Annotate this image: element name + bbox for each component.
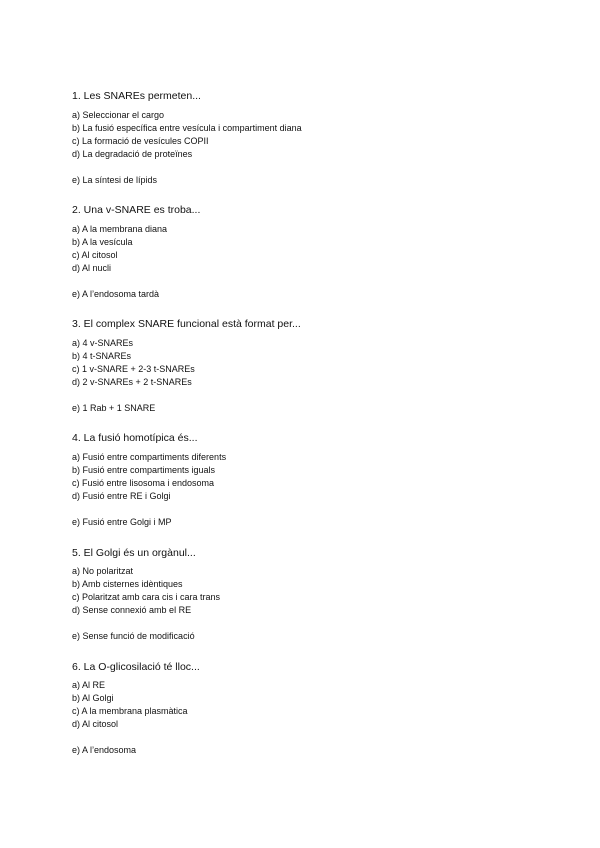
question-1-option-d: d) La degradació de proteïnes <box>72 149 193 159</box>
question-2-option-e: e) A l’endosoma tardà <box>72 289 160 299</box>
question-3-option-e: e) 1 Rab + 1 SNARE <box>72 403 156 413</box>
question-5-title: 5. El Golgi és un orgànul... <box>72 547 196 559</box>
question-6-option-b: b) Al Golgi <box>72 693 114 703</box>
question-4-option-d: d) Fusió entre RE i Golgi <box>72 491 171 501</box>
question-2-option-b: b) A la vesícula <box>72 237 133 247</box>
question-1-option-c: c) La formació de vesícules COPII <box>72 136 209 146</box>
question-6-title: 6. La O-glicosilació té lloc... <box>72 661 200 673</box>
question-4-option-a: a) Fusió entre compartiments diferents <box>72 452 227 462</box>
question-5-option-a: a) No polaritzat <box>72 566 134 576</box>
question-5-option-c: c) Polaritzat amb cara cis i cara trans <box>72 592 221 602</box>
question-2-option-a: a) A la membrana diana <box>72 224 168 234</box>
question-1-title: 1. Les SNAREs permeten... <box>72 90 201 102</box>
question-3-option-d: d) 2 v-SNAREs + 2 t-SNAREs <box>72 377 192 387</box>
question-4-title: 4. La fusió homotípica és... <box>72 432 198 444</box>
question-2-title: 2. Una v-SNARE es troba... <box>72 204 201 216</box>
question-6-option-e: e) A l’endosoma <box>72 745 137 755</box>
question-4-option-c: c) Fusió entre lisosoma i endosoma <box>72 478 215 488</box>
question-2-option-c: c) Al citosol <box>72 250 118 260</box>
question-1-option-b: b) La fusió específica entre vesícula i compartiment diana <box>72 123 302 133</box>
question-4-option-b: b) Fusió entre compartiments iguals <box>72 465 216 475</box>
question-3-option-c: c) 1 v-SNARE + 2-3 t-SNAREs <box>72 364 195 374</box>
question-1-option-a: a) Seleccionar el cargo <box>72 110 165 120</box>
question-3-option-a: a) 4 v-SNAREs <box>72 338 134 348</box>
question-2-option-d: d) Al nucli <box>72 263 112 273</box>
question-5-option-e: e) Sense funció de modificació <box>72 631 195 641</box>
question-5-option-b: b) Amb cisternes idèntiques <box>72 579 183 589</box>
question-1-option-e: e) La síntesi de lípids <box>72 175 158 185</box>
question-3-option-b: b) 4 t-SNAREs <box>72 351 132 361</box>
question-6-option-c: c) A la membrana plasmàtica <box>72 706 188 716</box>
question-6-option-d: d) Al citosol <box>72 719 119 729</box>
question-4-option-e: e) Fusió entre Golgi i MP <box>72 517 172 527</box>
question-5-option-d: d) Sense connexió amb el RE <box>72 605 192 615</box>
question-6-option-a: a) Al RE <box>72 680 106 690</box>
question-3-title: 3. El complex SNARE funcional està format per... <box>72 318 301 330</box>
